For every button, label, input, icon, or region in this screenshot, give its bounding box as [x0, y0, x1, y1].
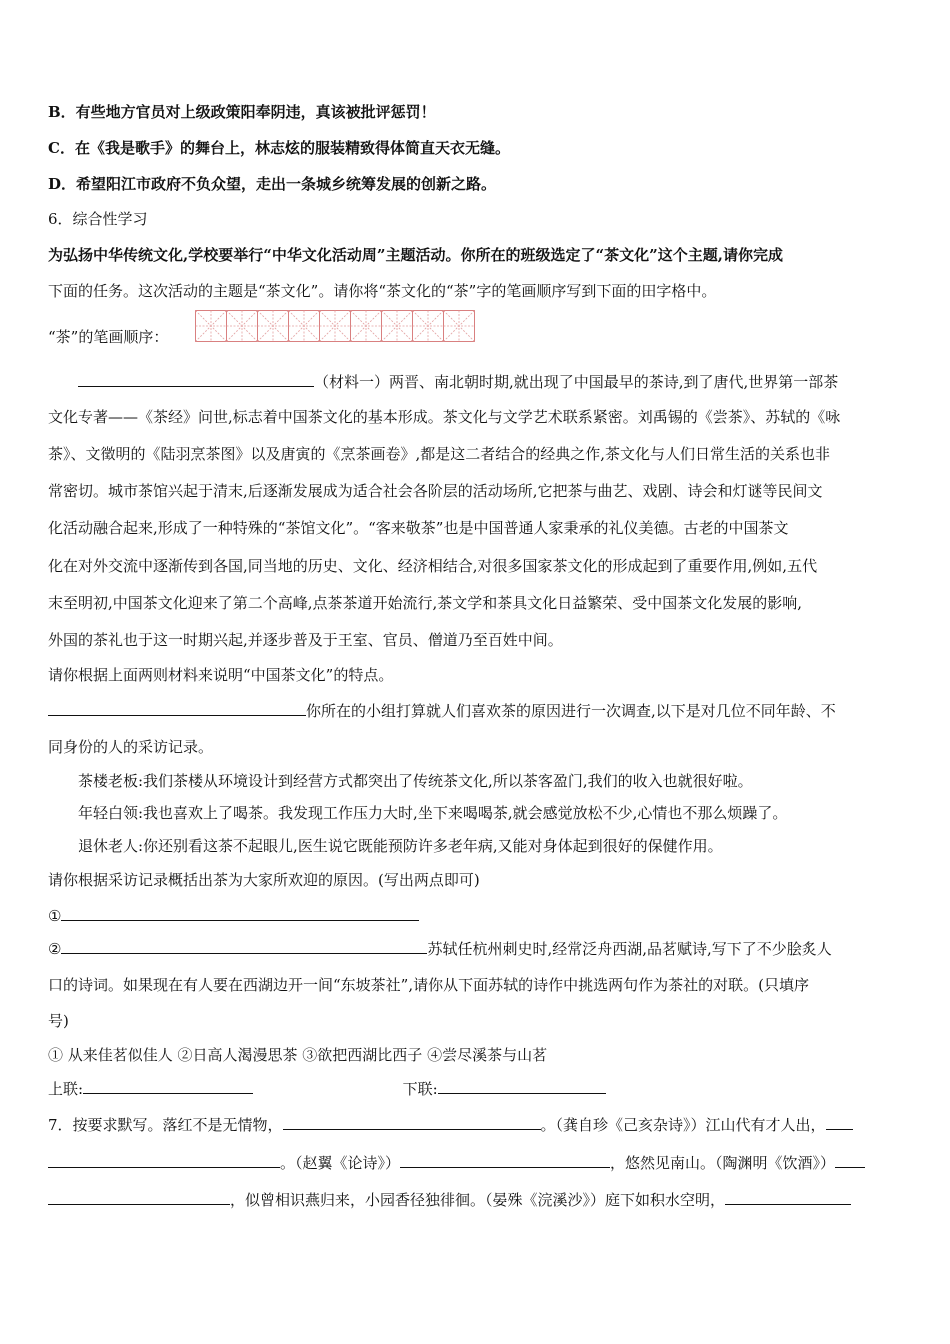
sushi-line-2: 口的诗词。如果现在有人要在西湖边开一间“东坡茶社”,请你从下面苏轼的诗作中挑选两句作为茶社的对联。(只填序: [48, 976, 809, 994]
answer-blank[interactable]: [826, 1114, 853, 1130]
interview-young-worker: 年轻白领:我也喜欢上了喝茶。我发现工作压力大时,坐下来喝喝茶,就会感觉放松不少,心情也不那么烦躁了。: [78, 804, 788, 822]
tianzige-box[interactable]: [413, 311, 444, 342]
q6-intro-line-1: 为弘扬中华传统文化,学校要举行“中华文化活动周”主题活动。你所在的班级选定了“茶文化”这个主题,请你完成: [48, 246, 783, 264]
stroke-order-row: [48, 322, 477, 354]
answer-blank[interactable]: [400, 1152, 610, 1168]
tianzige-box[interactable]: [289, 311, 320, 342]
lower-couplet-blank[interactable]: [438, 1078, 606, 1094]
tianzige-box[interactable]: [382, 311, 413, 342]
stroke-order-label: “茶”的笔画顺序：: [48, 328, 169, 346]
answer-line-2: [48, 938, 832, 959]
tianzige-box[interactable]: [320, 311, 351, 342]
answer-blank[interactable]: [725, 1189, 851, 1205]
sushi-line-3: 号): [48, 1012, 69, 1030]
material-1-line-5: 化活动融合起来,形成了一种特殊的“茶馆文化”。“客来敬茶”也是中国普通人家秉承的礼仪美德。古老的中国茶文: [48, 519, 789, 537]
material-1-line-1: [78, 371, 838, 392]
tianzige-box[interactable]: [227, 311, 258, 342]
option-d: D．希望阳江市政府不负众望，走出一条城乡统筹发展的创新之路。: [48, 175, 497, 193]
question-6-title: 6．综合性学习: [48, 210, 148, 228]
q7-text: ，悠然见南山。（陶渊明《饮酒》）: [610, 1154, 836, 1172]
tianzige-box[interactable]: [196, 311, 227, 342]
answer-mark: ②: [48, 940, 62, 958]
answer-line-1: [48, 905, 419, 926]
answer-blank[interactable]: [48, 700, 306, 716]
couplet-row: [48, 1078, 606, 1099]
q7-text: 。（赵翼《论诗》）: [280, 1154, 401, 1172]
survey-text: 你所在的小组打算就人们喜欢茶的原因进行一次调查,以下是对几位不同年龄、不: [306, 702, 836, 720]
answer-blank[interactable]: [78, 371, 314, 387]
task-1: 请你根据上面两则材料来说明“中国茶文化”的特点。: [48, 666, 394, 684]
answer-blank[interactable]: [283, 1114, 541, 1130]
survey-line-1: [48, 700, 836, 721]
tianzige-box[interactable]: [258, 311, 289, 342]
tianzige-box[interactable]: [444, 311, 475, 342]
task-2: 请你根据采访记录概括出茶为大家所欢迎的原因。(写出两点即可): [48, 871, 480, 889]
option-b: B．有些地方官员对上级政策阳奉阴违，真该被批评惩罚！: [48, 103, 436, 121]
upper-couplet-label: 上联:: [48, 1080, 84, 1098]
answer-blank[interactable]: [48, 1152, 280, 1168]
q7-line-3: [48, 1189, 851, 1210]
tianzige-grid[interactable]: [195, 310, 477, 342]
interview-retired-elder: 退休老人:你还别看这茶不起眼儿,医生说它既能预防许多老年病,又能对身体起到很好的保健作用。: [78, 837, 723, 855]
answer-blank[interactable]: [61, 938, 427, 954]
material-1-line-8: 外国的茶礼也于这一时期兴起,并逐步普及于王室、官员、僧道乃至百姓中间。: [48, 631, 563, 649]
answer-blank[interactable]: [48, 1189, 230, 1205]
poem-options: ① 从来佳茗似佳人 ②日高人渴漫思茶 ③欲把西湖比西子 ④尝尽溪茶与山茗: [48, 1046, 548, 1064]
upper-couplet-blank[interactable]: [83, 1078, 253, 1094]
q7-text: 7．按要求默写。落红不是无情物，: [48, 1116, 283, 1134]
answer-mark: ①: [48, 907, 62, 925]
option-c: C．在《我是歌手》的舞台上，林志炫的服装精致得体简直天衣无缝。: [48, 139, 510, 157]
q7-text: 。（龚自珍《己亥杂诗》）江山代有才人出，: [540, 1116, 826, 1134]
interview-tea-house-owner: 茶楼老板:我们茶楼从环境设计到经营方式都突出了传统茶文化,所以茶客盈门,我们的收入也就很好啦。: [78, 772, 753, 790]
tianzige-grid-svg[interactable]: [195, 310, 477, 342]
q7-line-1: [48, 1114, 853, 1135]
material-text: （材料一）两晋、南北朝时期,就出现了中国最早的茶诗,到了唐代,世界第一部茶: [314, 373, 839, 391]
q7-line-2: [48, 1152, 865, 1173]
material-1-line-7: 末至明初,中国茶文化迎来了第二个高峰,点茶茶道开始流行,茶文学和茶具文化日益繁荣、受中国茶文化发展的影响,: [48, 594, 803, 612]
answer-blank[interactable]: [835, 1152, 865, 1168]
q6-intro-line-2: 下面的任务。这次活动的主题是“茶文化”。请你将“茶文化的“茶”字的笔画顺序写到下面的田字格中。: [48, 282, 717, 300]
material-1-line-6: 化在对外交流中逐渐传到各国,同当地的历史、文化、经济相结合,对很多国家茶文化的形成起到了重要作用,例如,五代: [48, 557, 818, 575]
tianzige-box[interactable]: [351, 311, 382, 342]
material-1-line-2: 文化专著——《茶经》问世,标志着中国茶文化的基本形成。茶文化与文学艺术联系紧密。刘禹锡的《尝茶》、苏轼的《咏: [48, 408, 841, 426]
survey-line-2: 同身份的人的采访记录。: [48, 738, 214, 756]
answer-blank[interactable]: [61, 905, 419, 921]
lower-couplet-label: 下联:: [402, 1080, 438, 1098]
sushi-text: 苏轼任杭州刺史时,经常泛舟西湖,品茗赋诗,写下了不少脍炙人: [427, 940, 832, 958]
material-1-line-4: 常密切。城市茶馆兴起于清末,后逐渐发展成为适合社会各阶层的活动场所,它把茶与曲艺、戏剧、诗会和灯谜等民间文: [48, 482, 823, 500]
material-1-line-3: 茶》、文徵明的《陆羽烹茶图》以及唐寅的《烹茶画卷》,都是这二者结合的经典之作,茶文化与人们日常生活的关系也非: [48, 445, 831, 463]
q7-text: ，似曾相识燕归来，小园香径独徘徊。（晏殊《浣溪沙》）庭下如积水空明，: [230, 1191, 726, 1209]
